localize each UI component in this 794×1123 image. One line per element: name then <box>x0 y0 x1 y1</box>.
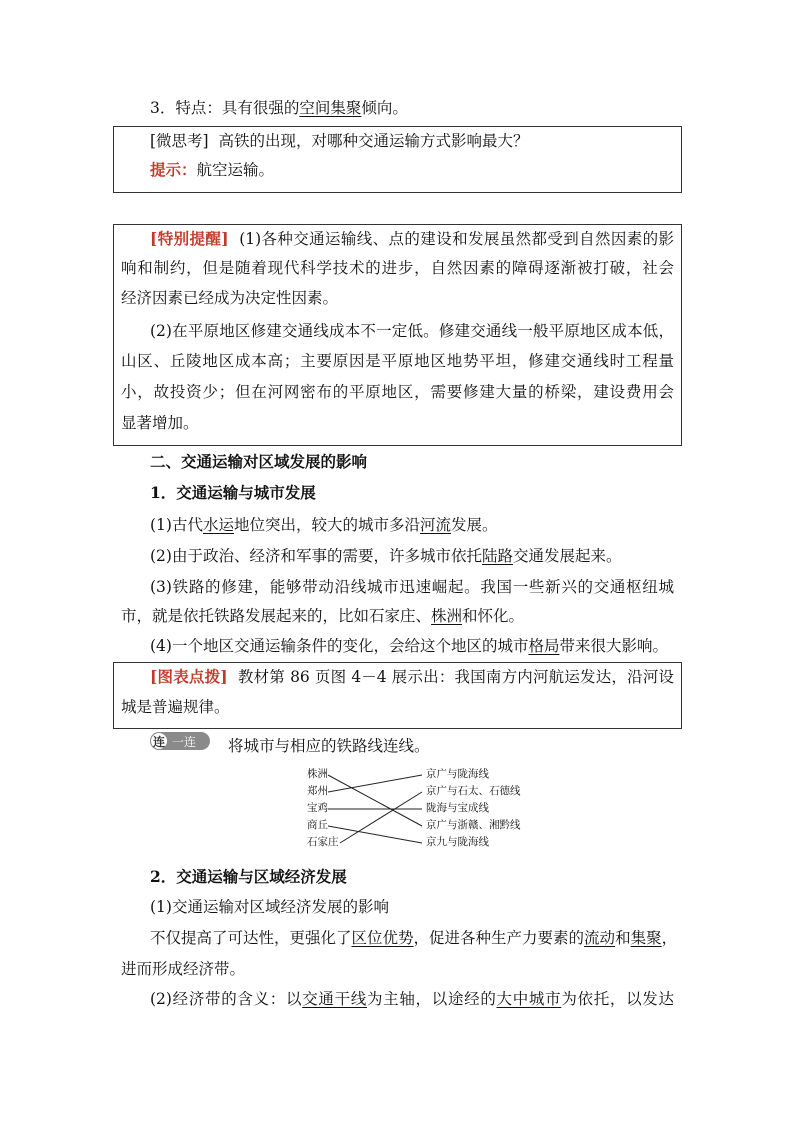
special-tag: [特别提醒] <box>150 229 229 248</box>
special-line-1 <box>150 229 674 249</box>
s2p2-keyword-3: 集聚 <box>630 929 662 947</box>
feature-keyword: 空间集聚 <box>299 99 362 117</box>
special-line-5: 山区、丘陵地区成本高；主要原因是平原地区地势平坦，修建交通线时工程量 <box>121 352 674 370</box>
micro-tag: [微思考] <box>150 132 209 150</box>
p1-keyword-2: 河流 <box>420 516 452 534</box>
s2p3-keyword-2: 大中城市 <box>496 990 562 1008</box>
p3-d: 和怀化。 <box>462 607 525 625</box>
para-1 <box>150 515 498 535</box>
s2p3-e: 为依托，以发达 <box>561 990 674 1008</box>
match-link <box>328 826 422 843</box>
micro-hint <box>150 160 274 180</box>
s2p2-a: 不仅提高了可达性，更强化了 <box>150 929 352 947</box>
micro-question-text: 高铁的出现，对哪种交通运输方式影响最大？ <box>218 132 529 150</box>
match-instruction: 将城市与相应的铁路线连线。 <box>228 737 430 755</box>
city-label: 郑州 <box>307 785 328 797</box>
special-text-1: (1)各种交通运输线、点的建设和发展虽然都受到自然因素的影 <box>239 230 674 248</box>
s2p2-c: ，促进各种生产力要素的 <box>413 929 585 947</box>
railway-label: 京九与陇海线 <box>426 836 489 848</box>
city-label: 商丘 <box>307 819 328 831</box>
sub2-para-3 <box>150 989 674 1009</box>
sub2-para-2-line-2: 进而形成经济带。 <box>121 960 246 978</box>
s2p3-a: (2)经济带的含义：以 <box>150 990 303 1008</box>
p3-keyword: 株洲 <box>431 607 463 625</box>
s2p2-keyword-1: 区位优势 <box>351 929 414 947</box>
s2p3-keyword-1: 交通干线 <box>302 990 367 1008</box>
para-2 <box>150 546 622 566</box>
chart-note-line-2: 城是普遍规律。 <box>121 698 230 716</box>
special-line-7: 显著增加。 <box>121 414 199 432</box>
chart-note-line-1 <box>150 667 674 687</box>
para-4 <box>150 636 668 656</box>
feature-end: 倾向。 <box>361 99 408 117</box>
p1-keyword-1: 水运 <box>202 516 234 534</box>
chart-note-tag: [图表点拨] <box>150 667 228 686</box>
p2-c: 交通发展起来。 <box>512 547 622 565</box>
special-line-2: 响和制约，但是随着现代科学技术的进步，自然因素的障碍逐渐被打破，社会 <box>121 259 674 277</box>
sub2-para-2-line-1 <box>150 928 678 948</box>
railway-label: 京广与石太、石德线 <box>426 785 521 797</box>
special-line-3: 经济因素已经成为决定性因素。 <box>121 289 339 307</box>
micro-question <box>150 131 528 151</box>
city-label: 宝鸡 <box>307 802 328 814</box>
match-link <box>328 775 422 792</box>
s2p3-c: 为主轴，以途经的 <box>366 990 497 1008</box>
special-line-6: 小，故投资少；但在河网密布的平原地区，需要修建大量的桥梁，建设费用会 <box>121 383 674 401</box>
p1-e: 发展。 <box>451 516 498 534</box>
hint-tag: 提示： <box>150 160 197 179</box>
p1-a: (1)古代 <box>150 516 203 534</box>
city-label: 石家庄 <box>307 836 339 848</box>
p4-keyword: 格局 <box>528 637 560 655</box>
city-label: 株洲 <box>307 768 328 780</box>
sub2-para-1: (1)交通运输对区域经济发展的影响 <box>150 898 389 916</box>
railway-label: 京广与浙赣、湘黔线 <box>426 819 521 831</box>
hint-text: 航空运输。 <box>196 161 275 179</box>
s2p2-g: ， <box>661 929 678 947</box>
s2p2-keyword-2: 流动 <box>584 929 616 947</box>
p2-a: (2)由于政治、经济和军事的需要，许多城市依托 <box>150 547 482 565</box>
p3-b: 市，就是依托铁路发展起来的，比如石家庄、 <box>121 607 432 625</box>
link-badge-icon: 连 <box>150 732 168 750</box>
para-3-line-2 <box>121 606 524 626</box>
match-diagram <box>300 766 540 856</box>
subsection-2-title: 2．交通运输与区域经济发展 <box>150 867 347 886</box>
feature-line <box>150 98 408 118</box>
subsection-1-title: 1．交通运输与城市发展 <box>150 483 316 502</box>
p2-keyword: 陆路 <box>481 547 513 565</box>
p1-c: 地位突出，较大的城市多沿 <box>233 516 420 534</box>
s2p2-e: 和 <box>615 929 631 947</box>
p4-c: 带来很大影响。 <box>559 637 668 655</box>
railway-label: 京广与陇海线 <box>426 768 489 780</box>
chart-note-text-1: 教材第 86 页图 4－4 展示出：我国南方内河航运发达，沿河设 <box>237 668 675 686</box>
para-3-line-1: (3)铁路的修建，能够带动沿线城市迅速崛起。我国一些新兴的交通枢纽城 <box>150 578 674 596</box>
feature-text: 3．特点：具有很强的 <box>150 99 300 117</box>
link-badge-text: 一连 <box>172 735 197 749</box>
link-badge <box>150 732 210 750</box>
special-line-4: (2)在平原地区修建交通线成本不一定低。修建交通线一般平原地区成本低， <box>150 322 674 340</box>
railway-label: 陇海与宝成线 <box>426 802 489 814</box>
section-2-title: 二、交通运输对区域发展的影响 <box>150 452 368 471</box>
p4-a: (4)一个地区交通运输条件的变化，会给这个地区的城市 <box>150 637 529 655</box>
